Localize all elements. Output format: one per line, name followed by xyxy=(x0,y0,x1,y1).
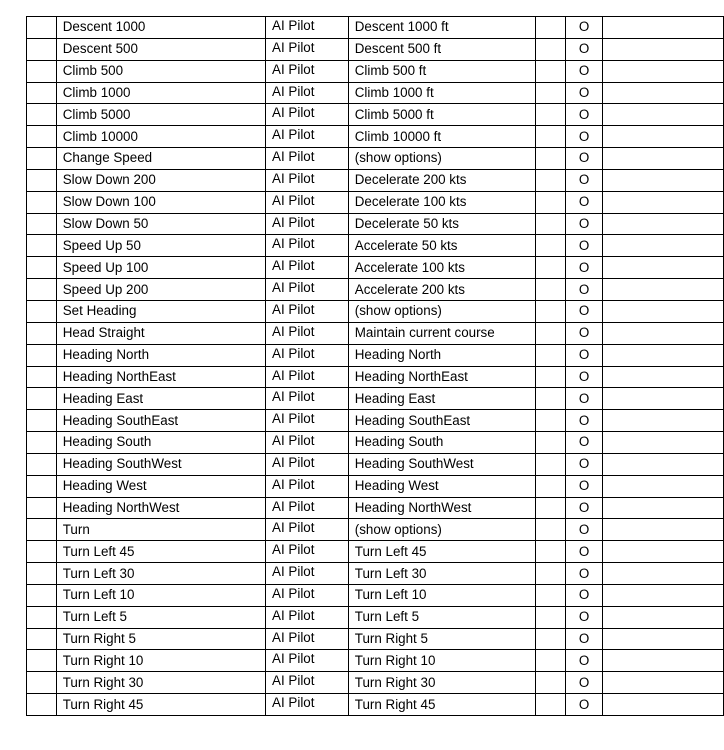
command-cell: Speed Up 50 xyxy=(56,235,265,257)
description-cell: Climb 500 ft xyxy=(348,60,536,82)
command-cell: Turn Right 45 xyxy=(56,694,265,716)
table-row xyxy=(27,169,724,191)
command-cell: Climb 500 xyxy=(56,60,265,82)
description-cell: Turn Right 5 xyxy=(348,628,536,650)
table-row xyxy=(27,606,724,628)
blank-cell xyxy=(27,650,57,672)
blank-cell xyxy=(27,322,57,344)
table-row xyxy=(27,322,724,344)
flag-cell: O xyxy=(566,541,603,563)
source-cell: AI Pilot xyxy=(266,38,349,60)
table-row xyxy=(27,191,724,213)
command-cell: Turn xyxy=(56,519,265,541)
command-table xyxy=(26,16,724,716)
blank-cell xyxy=(536,541,566,563)
table-row xyxy=(27,148,724,170)
blank-cell xyxy=(536,169,566,191)
blank-cell xyxy=(536,38,566,60)
blank-cell xyxy=(536,628,566,650)
notes-cell xyxy=(602,606,723,628)
flag-cell: O xyxy=(566,126,603,148)
table-row xyxy=(27,410,724,432)
source-cell: AI Pilot xyxy=(266,169,349,191)
notes-cell xyxy=(602,17,723,39)
flag-cell: O xyxy=(566,104,603,126)
notes-cell xyxy=(602,60,723,82)
notes-cell xyxy=(602,410,723,432)
source-cell: AI Pilot xyxy=(266,104,349,126)
blank-cell xyxy=(536,257,566,279)
notes-cell xyxy=(602,541,723,563)
source-cell: AI Pilot xyxy=(266,213,349,235)
notes-cell xyxy=(602,475,723,497)
flag-cell: O xyxy=(566,366,603,388)
source-cell: AI Pilot xyxy=(266,453,349,475)
source-cell: AI Pilot xyxy=(266,257,349,279)
blank-cell xyxy=(27,388,57,410)
blank-cell xyxy=(536,432,566,454)
blank-cell xyxy=(27,432,57,454)
blank-cell xyxy=(27,541,57,563)
flag-cell: O xyxy=(566,563,603,585)
command-cell: Heading West xyxy=(56,475,265,497)
description-cell: Heading SouthEast xyxy=(348,410,536,432)
flag-cell: O xyxy=(566,606,603,628)
flag-cell: O xyxy=(566,148,603,170)
notes-cell xyxy=(602,257,723,279)
notes-cell xyxy=(602,126,723,148)
blank-cell xyxy=(27,191,57,213)
blank-cell xyxy=(536,322,566,344)
source-cell: AI Pilot xyxy=(266,475,349,497)
description-cell: (show options) xyxy=(348,148,536,170)
table-row xyxy=(27,497,724,519)
flag-cell: O xyxy=(566,279,603,301)
blank-cell xyxy=(536,17,566,39)
flag-cell: O xyxy=(566,519,603,541)
command-cell: Heading East xyxy=(56,388,265,410)
notes-cell xyxy=(602,82,723,104)
notes-cell xyxy=(602,300,723,322)
command-cell: Heading North xyxy=(56,344,265,366)
table-row xyxy=(27,650,724,672)
flag-cell: O xyxy=(566,169,603,191)
source-cell: AI Pilot xyxy=(266,322,349,344)
blank-cell xyxy=(536,410,566,432)
source-cell: AI Pilot xyxy=(266,584,349,606)
notes-cell xyxy=(602,453,723,475)
source-cell: AI Pilot xyxy=(266,497,349,519)
flag-cell: O xyxy=(566,628,603,650)
description-cell: Turn Right 45 xyxy=(348,694,536,716)
blank-cell xyxy=(536,584,566,606)
description-cell: (show options) xyxy=(348,300,536,322)
source-cell: AI Pilot xyxy=(266,628,349,650)
flag-cell: O xyxy=(566,300,603,322)
command-cell: Turn Left 30 xyxy=(56,563,265,585)
blank-cell xyxy=(27,344,57,366)
source-cell: AI Pilot xyxy=(266,410,349,432)
blank-cell xyxy=(536,694,566,716)
command-cell: Descent 500 xyxy=(56,38,265,60)
blank-cell xyxy=(27,300,57,322)
command-cell: Slow Down 200 xyxy=(56,169,265,191)
blank-cell xyxy=(536,191,566,213)
blank-cell xyxy=(27,148,57,170)
flag-cell: O xyxy=(566,257,603,279)
source-cell: AI Pilot xyxy=(266,191,349,213)
description-cell: Turn Right 30 xyxy=(348,672,536,694)
command-cell: Heading South xyxy=(56,432,265,454)
source-cell: AI Pilot xyxy=(266,672,349,694)
command-cell: Heading SouthWest xyxy=(56,453,265,475)
table-row xyxy=(27,82,724,104)
blank-cell xyxy=(536,388,566,410)
blank-cell xyxy=(536,475,566,497)
blank-cell xyxy=(536,213,566,235)
notes-cell xyxy=(602,366,723,388)
description-cell: Heading NorthWest xyxy=(348,497,536,519)
source-cell: AI Pilot xyxy=(266,17,349,39)
notes-cell xyxy=(602,235,723,257)
blank-cell xyxy=(536,344,566,366)
flag-cell: O xyxy=(566,82,603,104)
source-cell: AI Pilot xyxy=(266,148,349,170)
source-cell: AI Pilot xyxy=(266,82,349,104)
blank-cell xyxy=(27,694,57,716)
flag-cell: O xyxy=(566,388,603,410)
notes-cell xyxy=(602,650,723,672)
blank-cell xyxy=(536,235,566,257)
flag-cell: O xyxy=(566,672,603,694)
blank-cell xyxy=(27,366,57,388)
description-cell: (show options) xyxy=(348,519,536,541)
notes-cell xyxy=(602,628,723,650)
source-cell: AI Pilot xyxy=(266,563,349,585)
description-cell: Heading SouthWest xyxy=(348,453,536,475)
source-cell: AI Pilot xyxy=(266,235,349,257)
source-cell: AI Pilot xyxy=(266,344,349,366)
blank-cell xyxy=(536,366,566,388)
flag-cell: O xyxy=(566,584,603,606)
description-cell: Turn Left 30 xyxy=(348,563,536,585)
command-cell: Change Speed xyxy=(56,148,265,170)
flag-cell: O xyxy=(566,694,603,716)
command-cell: Speed Up 100 xyxy=(56,257,265,279)
table-row xyxy=(27,563,724,585)
notes-cell xyxy=(602,388,723,410)
blank-cell xyxy=(27,126,57,148)
blank-cell xyxy=(536,82,566,104)
command-cell: Heading NorthWest xyxy=(56,497,265,519)
source-cell: AI Pilot xyxy=(266,541,349,563)
description-cell: Turn Left 5 xyxy=(348,606,536,628)
flag-cell: O xyxy=(566,17,603,39)
notes-cell xyxy=(602,563,723,585)
flag-cell: O xyxy=(566,60,603,82)
flag-cell: O xyxy=(566,475,603,497)
command-cell: Turn Right 30 xyxy=(56,672,265,694)
source-cell: AI Pilot xyxy=(266,366,349,388)
blank-cell xyxy=(27,519,57,541)
table-row xyxy=(27,213,724,235)
blank-cell xyxy=(27,628,57,650)
command-cell: Slow Down 50 xyxy=(56,213,265,235)
notes-cell xyxy=(602,322,723,344)
description-cell: Decelerate 200 kts xyxy=(348,169,536,191)
table-row xyxy=(27,104,724,126)
flag-cell: O xyxy=(566,38,603,60)
description-cell: Heading South xyxy=(348,432,536,454)
blank-cell xyxy=(536,563,566,585)
command-cell: Descent 1000 xyxy=(56,17,265,39)
blank-cell xyxy=(27,257,57,279)
description-cell: Climb 10000 ft xyxy=(348,126,536,148)
flag-cell: O xyxy=(566,322,603,344)
notes-cell xyxy=(602,672,723,694)
description-cell: Decelerate 100 kts xyxy=(348,191,536,213)
command-cell: Turn Right 10 xyxy=(56,650,265,672)
notes-cell xyxy=(602,519,723,541)
notes-cell xyxy=(602,169,723,191)
blank-cell xyxy=(27,60,57,82)
blank-cell xyxy=(536,148,566,170)
description-cell: Accelerate 50 kts xyxy=(348,235,536,257)
command-cell: Turn Left 10 xyxy=(56,584,265,606)
blank-cell xyxy=(536,519,566,541)
table-row xyxy=(27,38,724,60)
description-cell: Heading East xyxy=(348,388,536,410)
flag-cell: O xyxy=(566,344,603,366)
command-cell: Climb 10000 xyxy=(56,126,265,148)
notes-cell xyxy=(602,213,723,235)
blank-cell xyxy=(27,169,57,191)
description-cell: Heading West xyxy=(348,475,536,497)
command-cell: Turn Left 45 xyxy=(56,541,265,563)
table-row xyxy=(27,344,724,366)
command-cell: Climb 1000 xyxy=(56,82,265,104)
blank-cell xyxy=(536,104,566,126)
description-cell: Accelerate 200 kts xyxy=(348,279,536,301)
blank-cell xyxy=(536,300,566,322)
table-row xyxy=(27,279,724,301)
blank-cell xyxy=(27,410,57,432)
blank-cell xyxy=(27,606,57,628)
description-cell: Decelerate 50 kts xyxy=(348,213,536,235)
table-row xyxy=(27,388,724,410)
description-cell: Heading North xyxy=(348,344,536,366)
source-cell: AI Pilot xyxy=(266,694,349,716)
notes-cell xyxy=(602,344,723,366)
source-cell: AI Pilot xyxy=(266,126,349,148)
table-row xyxy=(27,694,724,716)
blank-cell xyxy=(27,17,57,39)
notes-cell xyxy=(602,694,723,716)
blank-cell xyxy=(536,672,566,694)
blank-cell xyxy=(27,475,57,497)
table-row xyxy=(27,672,724,694)
blank-cell xyxy=(27,497,57,519)
command-cell: Set Heading xyxy=(56,300,265,322)
table-row xyxy=(27,628,724,650)
table-row xyxy=(27,126,724,148)
command-cell: Speed Up 200 xyxy=(56,279,265,301)
notes-cell xyxy=(602,432,723,454)
table-row xyxy=(27,519,724,541)
description-cell: Climb 1000 ft xyxy=(348,82,536,104)
notes-cell xyxy=(602,104,723,126)
flag-cell: O xyxy=(566,410,603,432)
notes-cell xyxy=(602,191,723,213)
command-cell: Slow Down 100 xyxy=(56,191,265,213)
table-row xyxy=(27,432,724,454)
flag-cell: O xyxy=(566,650,603,672)
description-cell: Climb 5000 ft xyxy=(348,104,536,126)
blank-cell xyxy=(27,82,57,104)
command-cell: Head Straight xyxy=(56,322,265,344)
command-cell: Climb 5000 xyxy=(56,104,265,126)
command-cell: Turn Left 5 xyxy=(56,606,265,628)
blank-cell xyxy=(27,235,57,257)
blank-cell xyxy=(536,497,566,519)
blank-cell xyxy=(536,650,566,672)
source-cell: AI Pilot xyxy=(266,300,349,322)
blank-cell xyxy=(27,453,57,475)
source-cell: AI Pilot xyxy=(266,606,349,628)
table-row xyxy=(27,300,724,322)
notes-cell xyxy=(602,279,723,301)
flag-cell: O xyxy=(566,432,603,454)
blank-cell xyxy=(536,279,566,301)
table-row xyxy=(27,475,724,497)
command-cell: Turn Right 5 xyxy=(56,628,265,650)
blank-cell xyxy=(27,563,57,585)
blank-cell xyxy=(536,453,566,475)
table-row xyxy=(27,541,724,563)
blank-cell xyxy=(536,126,566,148)
blank-cell xyxy=(27,672,57,694)
source-cell: AI Pilot xyxy=(266,388,349,410)
blank-cell xyxy=(27,104,57,126)
description-cell: Accelerate 100 kts xyxy=(348,257,536,279)
command-cell: Heading NorthEast xyxy=(56,366,265,388)
source-cell: AI Pilot xyxy=(266,650,349,672)
table-row xyxy=(27,366,724,388)
flag-cell: O xyxy=(566,453,603,475)
notes-cell xyxy=(602,584,723,606)
description-cell: Heading NorthEast xyxy=(348,366,536,388)
notes-cell xyxy=(602,38,723,60)
source-cell: AI Pilot xyxy=(266,432,349,454)
table-row xyxy=(27,453,724,475)
description-cell: Maintain current course xyxy=(348,322,536,344)
command-cell: Heading SouthEast xyxy=(56,410,265,432)
description-cell: Turn Left 45 xyxy=(348,541,536,563)
source-cell: AI Pilot xyxy=(266,60,349,82)
table-row xyxy=(27,257,724,279)
flag-cell: O xyxy=(566,191,603,213)
flag-cell: O xyxy=(566,213,603,235)
blank-cell xyxy=(27,584,57,606)
flag-cell: O xyxy=(566,235,603,257)
blank-cell xyxy=(27,38,57,60)
blank-cell xyxy=(536,606,566,628)
blank-cell xyxy=(27,279,57,301)
description-cell: Descent 1000 ft xyxy=(348,17,536,39)
table-row xyxy=(27,60,724,82)
source-cell: AI Pilot xyxy=(266,519,349,541)
notes-cell xyxy=(602,148,723,170)
blank-cell xyxy=(536,60,566,82)
table-row xyxy=(27,17,724,39)
description-cell: Turn Left 10 xyxy=(348,584,536,606)
description-cell: Turn Right 10 xyxy=(348,650,536,672)
source-cell: AI Pilot xyxy=(266,279,349,301)
flag-cell: O xyxy=(566,497,603,519)
command-table-body xyxy=(27,17,724,716)
table-row xyxy=(27,584,724,606)
table-row xyxy=(27,235,724,257)
blank-cell xyxy=(27,213,57,235)
notes-cell xyxy=(602,497,723,519)
description-cell: Descent 500 ft xyxy=(348,38,536,60)
